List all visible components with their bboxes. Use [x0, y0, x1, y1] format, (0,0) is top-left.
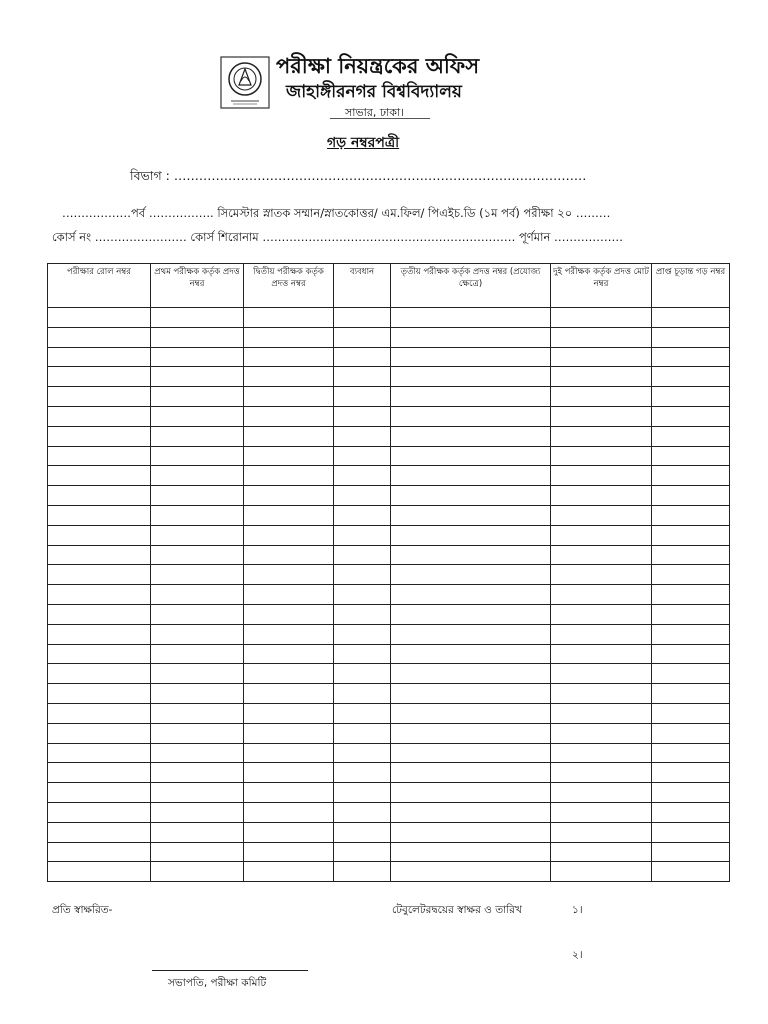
table-row	[48, 545, 730, 565]
table-cell[interactable]	[244, 545, 334, 565]
table-cell[interactable]	[151, 664, 244, 684]
table-cell[interactable]	[244, 684, 334, 704]
table-cell[interactable]	[334, 743, 391, 763]
table-cell[interactable]	[551, 822, 652, 842]
table-cell[interactable]	[391, 585, 551, 605]
table-row	[48, 466, 730, 486]
university-seal-icon	[219, 55, 271, 110]
table-cell[interactable]	[151, 842, 244, 862]
table-cell[interactable]	[151, 604, 244, 624]
table-cell[interactable]	[48, 802, 151, 822]
table-body	[48, 308, 730, 882]
table-cell[interactable]	[391, 822, 551, 842]
location: সাভার, ঢাকা।	[345, 106, 405, 119]
table-cell[interactable]	[244, 585, 334, 605]
table-row	[48, 703, 730, 723]
table-cell[interactable]	[244, 565, 334, 585]
table-cell[interactable]	[551, 308, 652, 328]
table-cell[interactable]	[551, 585, 652, 605]
table-row	[48, 604, 730, 624]
table-cell[interactable]	[334, 308, 391, 328]
table-cell[interactable]	[334, 545, 391, 565]
table-cell[interactable]	[48, 446, 151, 466]
table-cell[interactable]	[652, 486, 730, 506]
table-cell[interactable]	[244, 308, 334, 328]
table-row	[48, 505, 730, 525]
table-cell[interactable]	[551, 664, 652, 684]
table-row	[48, 486, 730, 506]
table-cell[interactable]	[151, 367, 244, 387]
table-cell[interactable]	[391, 862, 551, 882]
table-cell[interactable]	[652, 367, 730, 387]
table-cell[interactable]	[244, 406, 334, 426]
table-cell[interactable]	[334, 406, 391, 426]
table-cell[interactable]	[151, 822, 244, 842]
col-difference: ব্যবধান	[334, 264, 391, 308]
table-row	[48, 862, 730, 882]
table-cell[interactable]	[391, 486, 551, 506]
table-cell[interactable]	[334, 862, 391, 882]
table-cell[interactable]	[48, 347, 151, 367]
table-header-row	[48, 264, 730, 308]
table-row	[48, 684, 730, 704]
table-cell[interactable]	[48, 308, 151, 328]
table-cell[interactable]	[334, 664, 391, 684]
table-cell[interactable]	[151, 763, 244, 783]
table-cell[interactable]	[652, 684, 730, 704]
table-row	[48, 822, 730, 842]
table-cell[interactable]	[652, 327, 730, 347]
table-row	[48, 367, 730, 387]
table-cell[interactable]	[652, 783, 730, 803]
table-cell[interactable]	[551, 387, 652, 407]
table-cell[interactable]	[334, 802, 391, 822]
table-cell[interactable]	[391, 684, 551, 704]
table-cell[interactable]	[551, 426, 652, 446]
table-cell[interactable]	[652, 585, 730, 605]
table-cell[interactable]	[48, 367, 151, 387]
table-cell[interactable]	[551, 565, 652, 585]
table-cell[interactable]	[48, 684, 151, 704]
table-cell[interactable]	[151, 624, 244, 644]
table-cell[interactable]	[334, 723, 391, 743]
table-cell[interactable]	[391, 565, 551, 585]
table-cell[interactable]	[652, 387, 730, 407]
table-cell[interactable]	[551, 703, 652, 723]
table-cell[interactable]	[652, 822, 730, 842]
table-cell[interactable]	[244, 505, 334, 525]
col-roll-number: পরীক্ষার রোল নম্বর	[48, 264, 151, 308]
table-row	[48, 406, 730, 426]
table-cell[interactable]	[391, 308, 551, 328]
signature-number-2: ২।	[572, 949, 583, 961]
col-final-average: প্রাপ্ত চূড়ান্ত গড় নম্বর	[652, 264, 730, 308]
table-row	[48, 585, 730, 605]
table-cell[interactable]	[652, 426, 730, 446]
table-cell[interactable]	[391, 525, 551, 545]
table-cell[interactable]	[244, 446, 334, 466]
table-cell[interactable]	[48, 862, 151, 882]
table-cell[interactable]	[334, 486, 391, 506]
table-cell[interactable]	[551, 327, 652, 347]
table-cell[interactable]	[48, 585, 151, 605]
table-cell[interactable]	[334, 763, 391, 783]
table-cell[interactable]	[334, 466, 391, 486]
table-cell[interactable]	[334, 505, 391, 525]
table-cell[interactable]	[334, 585, 391, 605]
table-cell[interactable]	[652, 862, 730, 882]
table-row	[48, 327, 730, 347]
table-row	[48, 644, 730, 664]
table-cell[interactable]	[244, 703, 334, 723]
table-cell[interactable]	[244, 604, 334, 624]
table-cell[interactable]	[551, 723, 652, 743]
table-cell[interactable]	[151, 327, 244, 347]
table-cell[interactable]	[652, 308, 730, 328]
table-cell[interactable]	[551, 763, 652, 783]
table-cell[interactable]	[551, 525, 652, 545]
table-cell[interactable]	[334, 327, 391, 347]
table-cell[interactable]	[334, 604, 391, 624]
table-cell[interactable]	[244, 367, 334, 387]
table-cell[interactable]	[551, 604, 652, 624]
table-cell[interactable]	[151, 347, 244, 367]
table-cell[interactable]	[151, 505, 244, 525]
table-cell[interactable]	[151, 565, 244, 585]
table-cell[interactable]	[652, 842, 730, 862]
table-row	[48, 426, 730, 446]
table-cell[interactable]	[334, 367, 391, 387]
table-cell[interactable]	[652, 664, 730, 684]
table-row	[48, 664, 730, 684]
table-cell[interactable]	[652, 347, 730, 367]
table-cell[interactable]	[391, 505, 551, 525]
table-cell[interactable]	[652, 723, 730, 743]
chair-signature-label: সভাপতি, পরীক্ষা কমিটি	[168, 977, 267, 989]
col-first-examiner: প্রথম পরীক্ষক কর্তৃক প্রদত্ত নম্বর	[151, 264, 244, 308]
table-cell[interactable]	[151, 466, 244, 486]
table-cell[interactable]	[391, 406, 551, 426]
table-cell[interactable]	[244, 664, 334, 684]
table-cell[interactable]	[48, 743, 151, 763]
table-cell[interactable]	[551, 783, 652, 803]
table-cell[interactable]	[391, 644, 551, 664]
table-cell[interactable]	[334, 644, 391, 664]
table-cell[interactable]	[334, 426, 391, 446]
table-cell[interactable]	[151, 406, 244, 426]
table-cell[interactable]	[391, 624, 551, 644]
table-cell[interactable]	[244, 802, 334, 822]
table-cell[interactable]	[48, 545, 151, 565]
table-cell[interactable]	[334, 783, 391, 803]
table-cell[interactable]	[48, 525, 151, 545]
table-cell[interactable]	[48, 624, 151, 644]
table-cell[interactable]	[48, 565, 151, 585]
table-cell[interactable]	[551, 347, 652, 367]
table-cell[interactable]	[48, 763, 151, 783]
table-cell[interactable]	[151, 446, 244, 466]
table-cell[interactable]	[652, 624, 730, 644]
table-cell[interactable]	[652, 446, 730, 466]
table-cell[interactable]	[551, 802, 652, 822]
table-cell[interactable]	[391, 743, 551, 763]
table-cell[interactable]	[551, 367, 652, 387]
certified-label: প্রতি স্বাক্ষরিত-	[52, 904, 113, 916]
table-cell[interactable]	[244, 486, 334, 506]
table-cell[interactable]	[48, 604, 151, 624]
table-cell[interactable]	[151, 308, 244, 328]
table-row	[48, 525, 730, 545]
table-cell[interactable]	[151, 684, 244, 704]
table-cell[interactable]	[551, 466, 652, 486]
table-cell[interactable]	[244, 466, 334, 486]
table-cell[interactable]	[652, 525, 730, 545]
table-row	[48, 723, 730, 743]
table-cell[interactable]	[391, 604, 551, 624]
table-cell[interactable]	[551, 644, 652, 664]
table-cell[interactable]	[48, 466, 151, 486]
tabulators-signature-label: টেবুলেটরদ্বয়ের স্বাক্ষর ও তারিখ	[392, 904, 522, 916]
table-cell[interactable]	[334, 822, 391, 842]
table-cell[interactable]	[48, 644, 151, 664]
table-cell[interactable]	[334, 842, 391, 862]
table-cell[interactable]	[48, 406, 151, 426]
table-cell[interactable]	[334, 446, 391, 466]
table-cell[interactable]	[48, 664, 151, 684]
table-cell[interactable]	[151, 723, 244, 743]
table-cell[interactable]	[391, 387, 551, 407]
col-third-examiner: তৃতীয় পরীক্ষক কর্তৃক প্রদত্ত নম্বর (প্রযোজ্য ক্ষেত্রে)	[391, 264, 551, 308]
table-cell[interactable]	[244, 644, 334, 664]
table-cell[interactable]	[244, 822, 334, 842]
table-cell[interactable]	[652, 604, 730, 624]
exam-info-field: ………………পর্ব …………….. সিমেস্টার স্নাতক সম্মান/স্নাতকোত্তর/ এম.ফিল/ পিএইচ.ডি (১ম পর্ব) পরীক্ষা ২০ ………	[62, 206, 611, 220]
table-cell[interactable]	[551, 545, 652, 565]
table-cell[interactable]	[151, 387, 244, 407]
table-cell[interactable]	[391, 802, 551, 822]
table-cell[interactable]	[334, 565, 391, 585]
table-cell[interactable]	[48, 486, 151, 506]
table-cell[interactable]	[551, 486, 652, 506]
table-cell[interactable]	[244, 743, 334, 763]
table-cell[interactable]	[151, 525, 244, 545]
table-cell[interactable]	[151, 585, 244, 605]
table-cell[interactable]	[652, 406, 730, 426]
table-row	[48, 387, 730, 407]
table-cell[interactable]	[334, 703, 391, 723]
table-cell[interactable]	[244, 723, 334, 743]
table-cell[interactable]	[652, 565, 730, 585]
table-cell[interactable]	[652, 644, 730, 664]
table-cell[interactable]	[652, 763, 730, 783]
table-cell[interactable]	[391, 783, 551, 803]
table-cell[interactable]	[391, 327, 551, 347]
table-cell[interactable]	[244, 763, 334, 783]
table-cell[interactable]	[391, 545, 551, 565]
table-cell[interactable]	[391, 842, 551, 862]
table-row	[48, 624, 730, 644]
table-cell[interactable]	[48, 327, 151, 347]
table-cell[interactable]	[551, 406, 652, 426]
table-cell[interactable]	[244, 862, 334, 882]
table-cell[interactable]	[151, 486, 244, 506]
table-cell[interactable]	[391, 723, 551, 743]
table-cell[interactable]	[151, 802, 244, 822]
table-cell[interactable]	[244, 624, 334, 644]
table-cell[interactable]	[551, 743, 652, 763]
table-cell[interactable]	[551, 684, 652, 704]
signature-number-1: ১।	[572, 904, 583, 916]
table-cell[interactable]	[551, 624, 652, 644]
university-name: জাহাঙ্গীরনগর বিশ্ববিদ্যালয়	[286, 82, 462, 102]
table-cell[interactable]	[334, 387, 391, 407]
table-cell[interactable]	[151, 644, 244, 664]
table-cell[interactable]	[334, 684, 391, 704]
table-cell[interactable]	[391, 347, 551, 367]
course-info-field: কোর্স নং …………………… কোর্স শিরোনাম ………………………………………………………… পূর্ণমান ………………	[52, 230, 623, 244]
table-cell[interactable]	[151, 783, 244, 803]
table-cell[interactable]	[334, 624, 391, 644]
table-row	[48, 446, 730, 466]
table-cell[interactable]	[244, 327, 334, 347]
table-row	[48, 763, 730, 783]
table-cell[interactable]	[151, 426, 244, 446]
table-row	[48, 802, 730, 822]
office-title: পরীক্ষা নিয়ন্ত্রকের অফিস	[276, 54, 480, 78]
table-cell[interactable]	[48, 842, 151, 862]
table-cell[interactable]	[151, 862, 244, 882]
table-cell[interactable]	[151, 545, 244, 565]
table-cell[interactable]	[334, 347, 391, 367]
table-cell[interactable]	[551, 862, 652, 882]
department-field: বিভাগ : ………………………………………………………………………………………	[130, 168, 587, 183]
table-row	[48, 783, 730, 803]
table-cell[interactable]	[652, 545, 730, 565]
table-cell[interactable]	[652, 466, 730, 486]
table-cell[interactable]	[48, 703, 151, 723]
table-cell[interactable]	[391, 426, 551, 446]
table-cell[interactable]	[652, 802, 730, 822]
table-cell[interactable]	[652, 505, 730, 525]
table-cell[interactable]	[244, 387, 334, 407]
table-cell[interactable]	[48, 387, 151, 407]
marks-table	[47, 263, 730, 882]
table-cell[interactable]	[48, 426, 151, 446]
table-row	[48, 347, 730, 367]
table-cell[interactable]	[244, 426, 334, 446]
table-cell[interactable]	[48, 822, 151, 842]
table-cell[interactable]	[551, 446, 652, 466]
table-cell[interactable]	[391, 367, 551, 387]
table-cell[interactable]	[391, 466, 551, 486]
col-total-two-examiners: দুই পরীক্ষক কর্তৃক প্রদত্ত মোট নম্বর	[551, 264, 652, 308]
table-cell[interactable]	[244, 347, 334, 367]
table-cell[interactable]	[244, 525, 334, 545]
table-row	[48, 743, 730, 763]
table-cell[interactable]	[391, 446, 551, 466]
table-cell[interactable]	[334, 525, 391, 545]
document-title: গড় নম্বরপত্রী	[327, 135, 400, 151]
location-underline	[330, 118, 430, 119]
table-cell[interactable]	[391, 703, 551, 723]
table-cell[interactable]	[551, 842, 652, 862]
table-cell[interactable]	[391, 763, 551, 783]
chair-signature-line	[152, 970, 308, 971]
table-row	[48, 842, 730, 862]
table-row	[48, 308, 730, 328]
table-cell[interactable]	[391, 664, 551, 684]
table-cell[interactable]	[244, 842, 334, 862]
table-cell[interactable]	[652, 743, 730, 763]
table-cell[interactable]	[48, 783, 151, 803]
col-second-examiner: দ্বিতীয় পরীক্ষক কর্তৃক প্রদত্ত নম্বর	[244, 264, 334, 308]
table-cell[interactable]	[151, 743, 244, 763]
table-cell[interactable]	[48, 505, 151, 525]
table-cell[interactable]	[151, 703, 244, 723]
table-cell[interactable]	[48, 723, 151, 743]
table-cell[interactable]	[244, 783, 334, 803]
table-row	[48, 565, 730, 585]
table-cell[interactable]	[652, 703, 730, 723]
table-cell[interactable]	[551, 505, 652, 525]
